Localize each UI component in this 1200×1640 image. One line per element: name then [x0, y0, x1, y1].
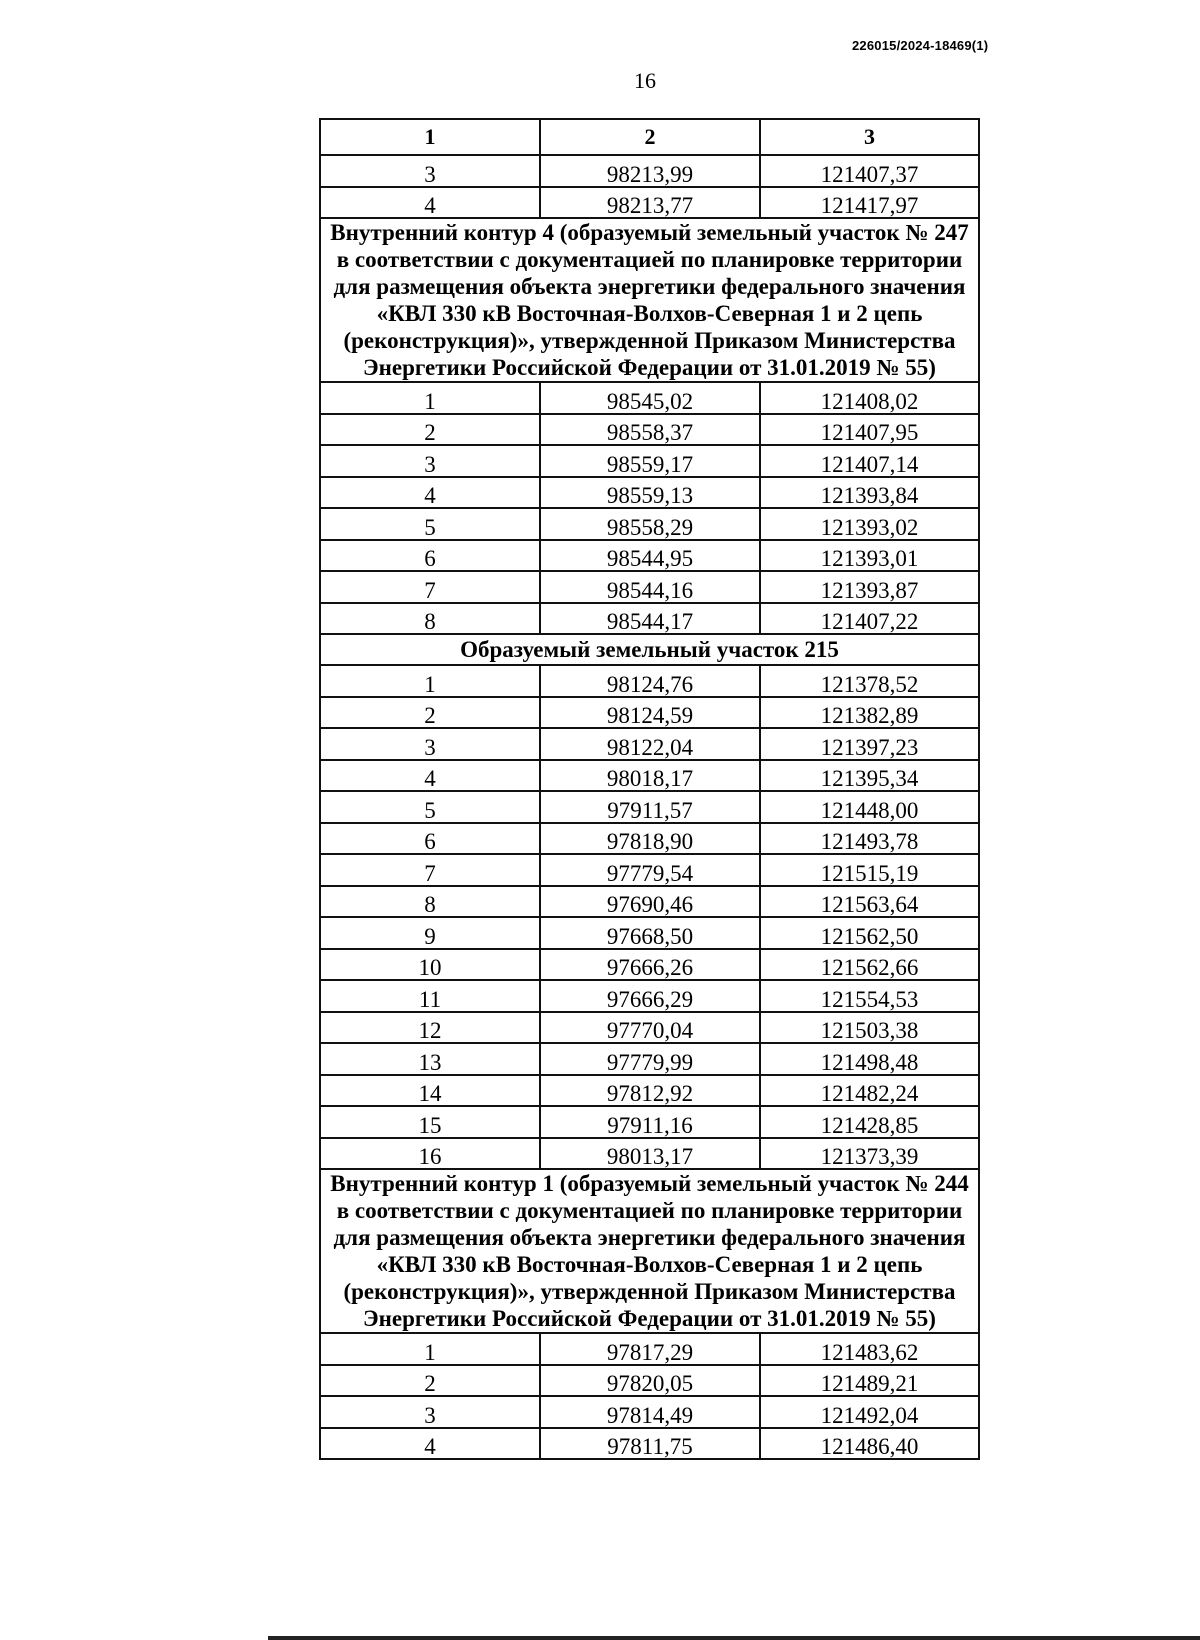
- table-row: [320, 1138, 979, 1170]
- y-coordinate-cell: 121482,24: [760, 1075, 979, 1107]
- table-row: [320, 603, 979, 635]
- x-coordinate-cell: 97814,49: [540, 1396, 760, 1428]
- x-coordinate-cell: 98213,99: [540, 155, 760, 187]
- table-row: [320, 949, 979, 981]
- x-coordinate-cell: 97820,05: [540, 1365, 760, 1397]
- y-coordinate-cell: 121407,22: [760, 603, 979, 635]
- table-row: [320, 540, 979, 572]
- point-number-cell: 2: [320, 697, 540, 729]
- x-coordinate-cell: 98122,04: [540, 728, 760, 760]
- y-coordinate-cell: 121483,62: [760, 1333, 979, 1365]
- x-coordinate-cell: 98545,02: [540, 382, 760, 414]
- table-row: [320, 477, 979, 509]
- x-coordinate-cell: 98558,29: [540, 508, 760, 540]
- point-number-cell: 7: [320, 854, 540, 886]
- point-number-cell: 16: [320, 1138, 540, 1170]
- y-coordinate-cell: 121382,89: [760, 697, 979, 729]
- y-coordinate-cell: 121407,95: [760, 414, 979, 446]
- section-title: Образуемый земельный участок 215: [320, 634, 979, 665]
- y-coordinate-cell: 121562,66: [760, 949, 979, 981]
- point-number-cell: 1: [320, 665, 540, 697]
- y-coordinate-cell: 121395,34: [760, 760, 979, 792]
- x-coordinate-cell: 98213,77: [540, 187, 760, 219]
- section-title: Внутренний контур 4 (образуемый земельный участок № 247 в соответствии с документацией по планировке территории для размещения объекта энергетики федерального значения «КВЛ 330 кВ Восточная-Волхов-Северная 1 и 2 цепь (реконструкция)», утвержденной Приказом Министерства Энергетики Российской Федерации от 31.01.2019 № 55): [320, 218, 979, 382]
- y-coordinate-cell: 121503,38: [760, 1012, 979, 1044]
- x-coordinate-cell: 98544,16: [540, 571, 760, 603]
- table-row: [320, 823, 979, 855]
- x-coordinate-cell: 98124,76: [540, 665, 760, 697]
- x-coordinate-cell: 97770,04: [540, 1012, 760, 1044]
- table-row: [320, 697, 979, 729]
- y-coordinate-cell: 121448,00: [760, 791, 979, 823]
- point-number-cell: 9: [320, 917, 540, 949]
- point-number-cell: 1: [320, 1333, 540, 1365]
- document-id: 226015/2024-18469(1): [852, 38, 989, 53]
- table-row: [320, 1396, 979, 1428]
- point-number-cell: 4: [320, 187, 540, 219]
- x-coordinate-cell: 97818,90: [540, 823, 760, 855]
- point-number-cell: 12: [320, 1012, 540, 1044]
- column-header: 1: [320, 119, 540, 155]
- table-row: [320, 445, 979, 477]
- y-coordinate-cell: 121562,50: [760, 917, 979, 949]
- x-coordinate-cell: 97779,54: [540, 854, 760, 886]
- point-number-cell: 1: [320, 382, 540, 414]
- table-row: [320, 1428, 979, 1460]
- x-coordinate-cell: 98544,17: [540, 603, 760, 635]
- coordinates-table: [319, 118, 980, 1460]
- x-coordinate-cell: 97812,92: [540, 1075, 760, 1107]
- y-coordinate-cell: 121486,40: [760, 1428, 979, 1460]
- x-coordinate-cell: 97811,75: [540, 1428, 760, 1460]
- point-number-cell: 11: [320, 980, 540, 1012]
- point-number-cell: 4: [320, 760, 540, 792]
- point-number-cell: 8: [320, 603, 540, 635]
- table-row: [320, 508, 979, 540]
- x-coordinate-cell: 97690,46: [540, 886, 760, 918]
- y-coordinate-cell: 121393,87: [760, 571, 979, 603]
- y-coordinate-cell: 121373,39: [760, 1138, 979, 1170]
- point-number-cell: 4: [320, 477, 540, 509]
- y-coordinate-cell: 121397,23: [760, 728, 979, 760]
- section-title-row: [320, 1169, 979, 1333]
- y-coordinate-cell: 121563,64: [760, 886, 979, 918]
- point-number-cell: 6: [320, 823, 540, 855]
- point-number-cell: 2: [320, 414, 540, 446]
- table-row: [320, 665, 979, 697]
- point-number-cell: 15: [320, 1106, 540, 1138]
- table-row: [320, 414, 979, 446]
- table-row: [320, 886, 979, 918]
- point-number-cell: 3: [320, 445, 540, 477]
- x-coordinate-cell: 97779,99: [540, 1043, 760, 1075]
- point-number-cell: 10: [320, 949, 540, 981]
- x-coordinate-cell: 98559,17: [540, 445, 760, 477]
- table-row: [320, 1075, 979, 1107]
- y-coordinate-cell: 121393,01: [760, 540, 979, 572]
- x-coordinate-cell: 97666,29: [540, 980, 760, 1012]
- scan-edge-line: [268, 1636, 1200, 1640]
- x-coordinate-cell: 98013,17: [540, 1138, 760, 1170]
- point-number-cell: 3: [320, 728, 540, 760]
- point-number-cell: 5: [320, 791, 540, 823]
- y-coordinate-cell: 121554,53: [760, 980, 979, 1012]
- table-row: [320, 382, 979, 414]
- x-coordinate-cell: 98124,59: [540, 697, 760, 729]
- point-number-cell: 5: [320, 508, 540, 540]
- y-coordinate-cell: 121417,97: [760, 187, 979, 219]
- y-coordinate-cell: 121407,37: [760, 155, 979, 187]
- point-number-cell: 3: [320, 155, 540, 187]
- y-coordinate-cell: 121493,78: [760, 823, 979, 855]
- y-coordinate-cell: 121489,21: [760, 1365, 979, 1397]
- table-row: [320, 791, 979, 823]
- table-row: [320, 187, 979, 219]
- section-title-row: [320, 218, 979, 382]
- point-number-cell: 2: [320, 1365, 540, 1397]
- point-number-cell: 8: [320, 886, 540, 918]
- x-coordinate-cell: 98544,95: [540, 540, 760, 572]
- table-row: [320, 760, 979, 792]
- section-title: Внутренний контур 1 (образуемый земельный участок № 244 в соответствии с документацией по планировке территории для размещения объекта энергетики федерального значения «КВЛ 330 кВ Восточная-Волхов-Северная 1 и 2 цепь (реконструкция)», утвержденной Приказом Министерства Энергетики Российской Федерации от 31.01.2019 № 55): [320, 1169, 979, 1333]
- x-coordinate-cell: 97911,16: [540, 1106, 760, 1138]
- point-number-cell: 4: [320, 1428, 540, 1460]
- table-row: [320, 571, 979, 603]
- y-coordinate-cell: 121393,84: [760, 477, 979, 509]
- table-row: [320, 1012, 979, 1044]
- table-row: [320, 1365, 979, 1397]
- point-number-cell: 7: [320, 571, 540, 603]
- table-row: [320, 728, 979, 760]
- x-coordinate-cell: 97666,26: [540, 949, 760, 981]
- point-number-cell: 6: [320, 540, 540, 572]
- y-coordinate-cell: 121408,02: [760, 382, 979, 414]
- coordinates-table-body: [320, 119, 979, 1459]
- y-coordinate-cell: 121498,48: [760, 1043, 979, 1075]
- y-coordinate-cell: 121407,14: [760, 445, 979, 477]
- point-number-cell: 3: [320, 1396, 540, 1428]
- point-number-cell: 13: [320, 1043, 540, 1075]
- table-row: [320, 1106, 979, 1138]
- x-coordinate-cell: 98558,37: [540, 414, 760, 446]
- table-row: [320, 917, 979, 949]
- x-coordinate-cell: 97911,57: [540, 791, 760, 823]
- x-coordinate-cell: 97668,50: [540, 917, 760, 949]
- section-title-row: [320, 634, 979, 665]
- table-header-row: [320, 119, 979, 155]
- y-coordinate-cell: 121393,02: [760, 508, 979, 540]
- y-coordinate-cell: 121378,52: [760, 665, 979, 697]
- column-header: 3: [760, 119, 979, 155]
- point-number-cell: 14: [320, 1075, 540, 1107]
- y-coordinate-cell: 121428,85: [760, 1106, 979, 1138]
- x-coordinate-cell: 98018,17: [540, 760, 760, 792]
- table-row: [320, 155, 979, 187]
- y-coordinate-cell: 121515,19: [760, 854, 979, 886]
- table-row: [320, 1043, 979, 1075]
- table-row: [320, 854, 979, 886]
- x-coordinate-cell: 97817,29: [540, 1333, 760, 1365]
- table-row: [320, 1333, 979, 1365]
- column-header: 2: [540, 119, 760, 155]
- page-number: 16: [634, 68, 656, 93]
- table-row: [320, 980, 979, 1012]
- x-coordinate-cell: 98559,13: [540, 477, 760, 509]
- y-coordinate-cell: 121492,04: [760, 1396, 979, 1428]
